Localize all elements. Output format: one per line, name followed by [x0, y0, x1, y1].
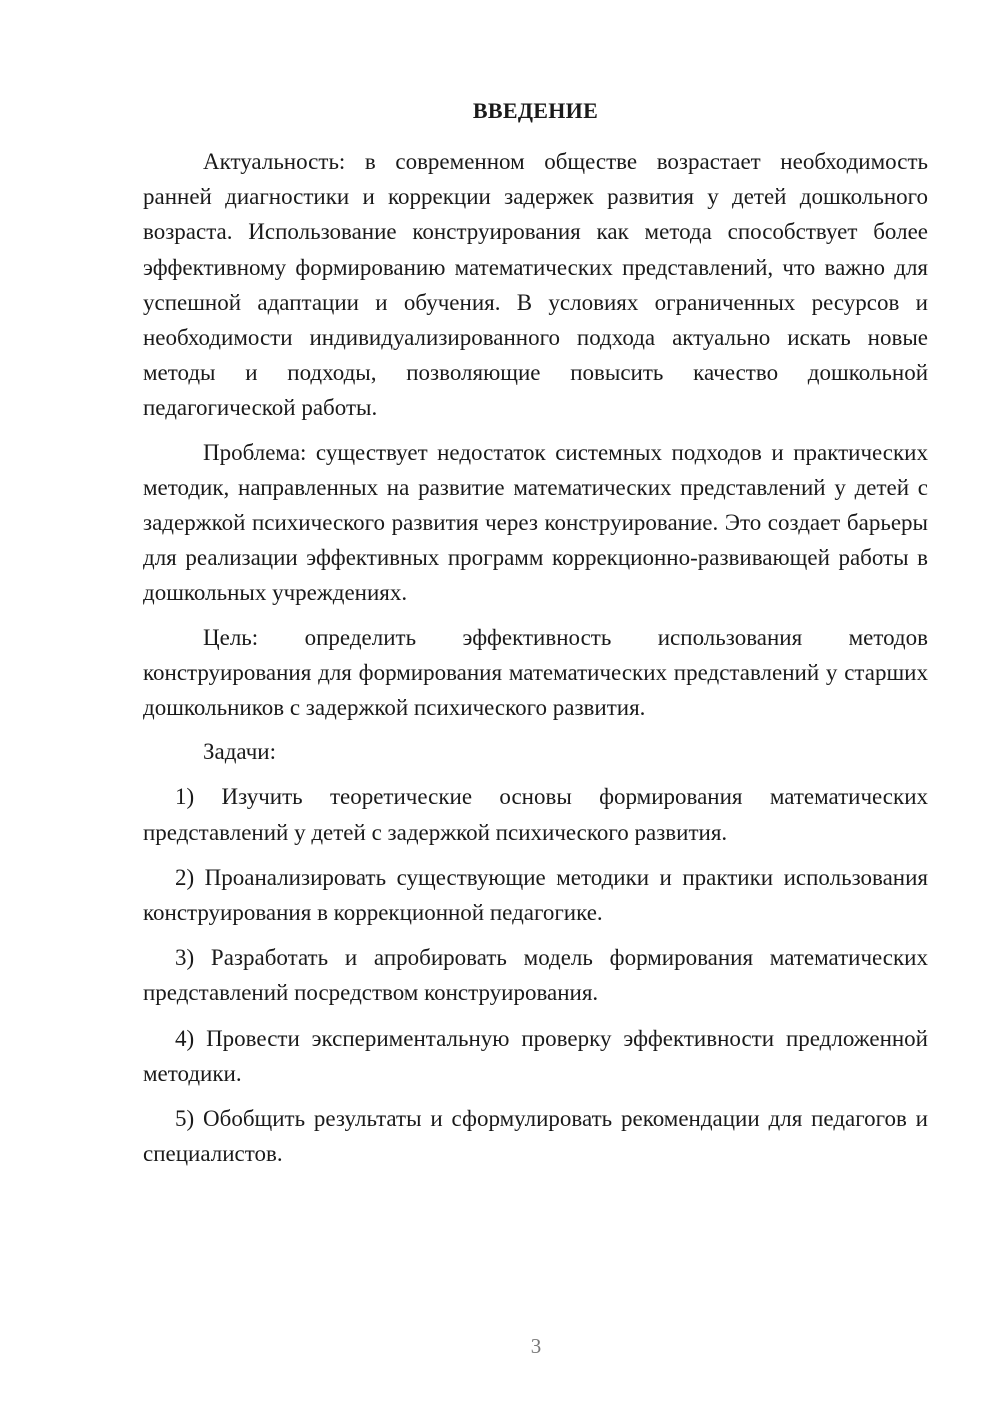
paragraph-relevance: Актуальность: в современном обществе возрастает необходимость ранней диагностики и коррекции задержек развития у детей дошкольного возраста. Использование конструирования как метода способствует более эффективному формированию математических представлений, что важно для успешной адаптации и обучения. В условиях ограниченных ресурсов и необходимости индивидуализированного подхода актуально искать новые методы и подходы, позволяющие повысить качество дошкольной педагогической работы. — [143, 149, 928, 421]
page-content — [143, 96, 928, 1181]
tasks-heading: Задачи: — [203, 739, 276, 765]
task-item-2: 2) Проанализировать существующие методики и практики использования конструирования в коррекционной педагогике. — [143, 864, 928, 926]
task-item-1: 1) Изучить теоретические основы формирования математических представлений у детей с задержкой психического развития. — [143, 784, 928, 845]
task-item-5: 5) Обобщить результаты и сформулировать рекомендации для педагогов и специалистов. — [143, 1106, 928, 1167]
section-title: ВВЕДЕНИЕ — [472, 98, 599, 123]
task-item-4: 4) Провести экспериментальную проверку эффективности предложенной методики. — [143, 1025, 928, 1086]
page-number: 3 — [530, 1334, 542, 1358]
task-item-3: 3) Разработать и апробировать модель формирования математических представлений посредством конструирования. — [143, 945, 928, 1006]
paragraph-goal: Цель: определить эффективность использования методов конструирования для формирования математических представлений у старших дошкольников с задержкой психического развития. — [143, 624, 928, 721]
paragraph-problem: Проблема: существует недостаток системных подходов и практических методик, направленных на развитие математических представлений у детей с задержкой психического развития через конструирование. Это создает барьеры для реализации эффективных программ коррекционно-развивающей работы в дошкольных учреждениях. — [143, 439, 928, 606]
